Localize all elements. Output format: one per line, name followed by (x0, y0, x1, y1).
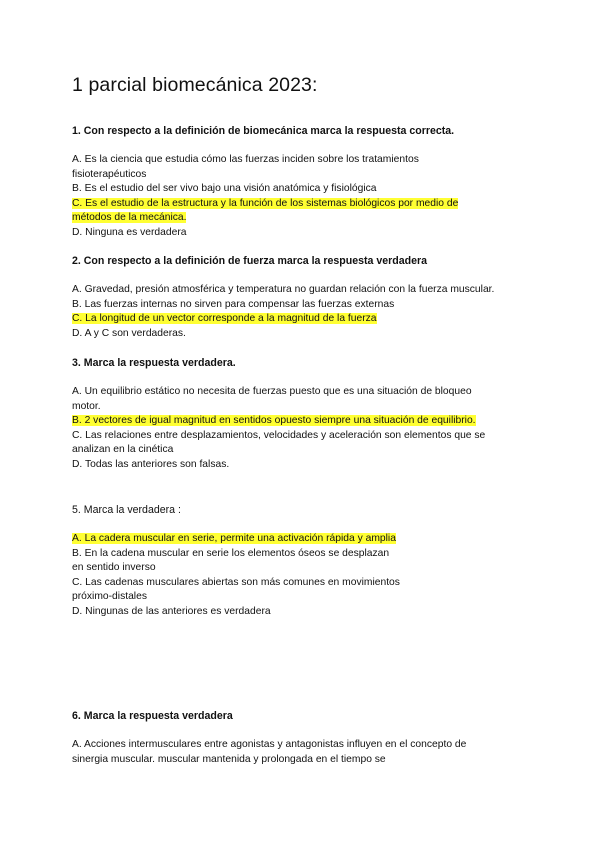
answer-line: A. Acciones intermusculares entre agonistas y antagonistas influyen en el concepto de (72, 739, 467, 750)
answer-options (72, 153, 542, 241)
answer-options (72, 283, 542, 341)
answer-line: analizan en la cinética (72, 444, 174, 456)
answer-line: D. Ningunas de las anteriores es verdadera (72, 605, 271, 617)
answer-line: C. Las relaciones entre desplazamientos, velocidades y aceleración son elementos que se (72, 429, 486, 441)
answer-line: A. Gravedad, presión atmosférica y temperatura no guardan relación con la fuerza muscular. (72, 284, 495, 295)
answer-line: B. Las fuerzas internas no sirven para compensar las fuerzas externas (72, 298, 395, 310)
answer-line-correct (72, 211, 542, 226)
answer-line: D. Todas las anteriores son falsas. (72, 458, 230, 470)
answer-line: fisioterapéuticos (72, 168, 147, 180)
question-3 (72, 356, 542, 473)
question-1 (72, 124, 542, 241)
question-2 (72, 254, 542, 341)
answer-line: D. A y C son verdaderas. (72, 327, 186, 339)
answer-line-correct (72, 312, 542, 327)
answer-line: A. Es la ciencia que estudia cómo las fuerzas inciden sobre los tratamientos (72, 154, 419, 165)
question-heading: 3. Marca la respuesta verdadera. (72, 357, 236, 369)
question-heading: 2. Con respecto a la definición de fuerza marca la respuesta verdadera (72, 255, 428, 267)
question-6 (72, 709, 542, 767)
answer-line-correct (72, 532, 542, 547)
answer-line: B. Es el estudio del ser vivo bajo una visión anatómica y fisiológica (72, 183, 377, 195)
answer-line: próximo-distales (72, 591, 147, 603)
answer-line-correct (72, 197, 542, 212)
answer-options (72, 532, 542, 620)
answer-line: B. En la cadena muscular en serie los elementos óseos se desplazan (72, 547, 390, 559)
question-heading: 1. Con respecto a la definición de biomecánica marca la respuesta correcta. (72, 125, 455, 137)
highlighted-answer: métodos de la mecánica. (72, 212, 187, 224)
answer-line: sinergia muscular. muscular mantenida y prolongada en el tiempo se (72, 753, 386, 765)
highlighted-answer: B. 2 vectores de igual magnitud en sentidos opuesto siempre una situación de equilibrio. (72, 415, 476, 427)
highlighted-answer: C. Es el estudio de la estructura y la función de los sistemas biológicos por medio de (72, 197, 459, 209)
answer-line: C. Las cadenas musculares abiertas son más comunes en movimientos (72, 576, 400, 588)
question-5 (72, 503, 542, 620)
highlighted-answer: C. La longitud de un vector corresponde a la magnitud de la fuerza (72, 313, 377, 325)
answer-line: A. Un equilibrio estático no necesita de fuerzas puesto que es una situación de bloqueo (72, 386, 472, 397)
answer-options (72, 738, 542, 767)
answer-line-correct (72, 414, 542, 429)
answer-line: motor. (72, 400, 101, 412)
answer-line: D. Ninguna es verdadera (72, 226, 187, 238)
answer-options (72, 385, 542, 473)
question-heading: 6. Marca la respuesta verdadera (72, 710, 233, 722)
page-title: 1 parcial biomecánica 2023: (72, 74, 318, 96)
highlighted-answer: A. La cadera muscular en serie, permite una activación rápida y amplia (72, 533, 396, 544)
answer-line: en sentido inverso (72, 562, 156, 574)
question-heading: 5. Marca la verdadera : (72, 504, 181, 516)
